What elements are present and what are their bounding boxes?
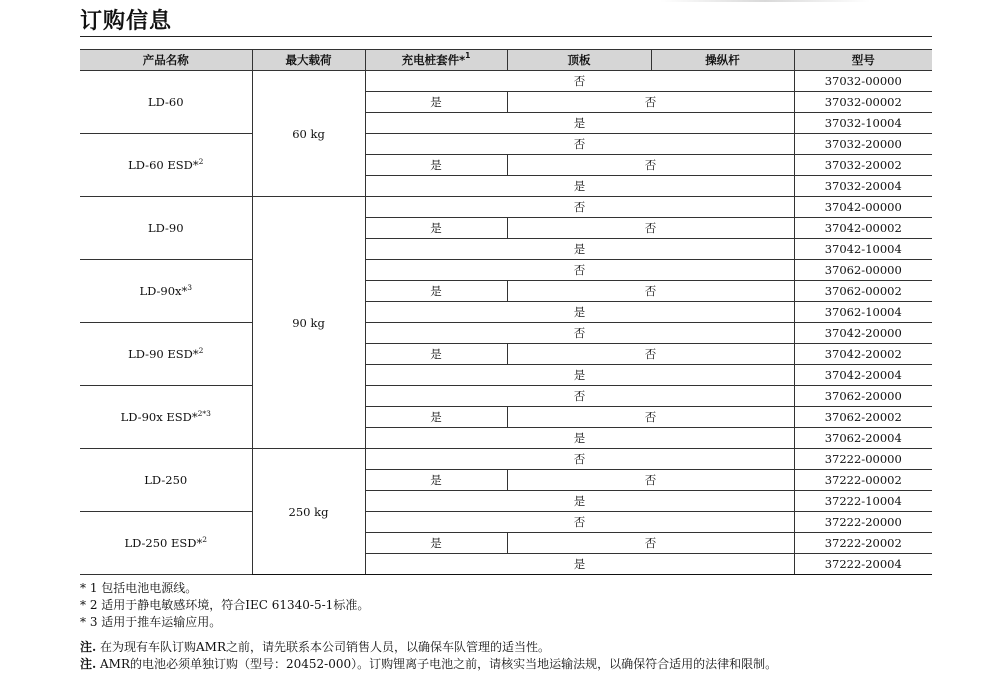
model-number-cell: 37042-20000 bbox=[794, 323, 932, 344]
table-row bbox=[80, 449, 932, 470]
footnote-3: * 3 适用于推车运输应用。 bbox=[80, 615, 222, 629]
footnotes bbox=[80, 580, 777, 673]
product-name: LD-250 ESD* bbox=[124, 536, 203, 550]
charger-kit-yes-cell: 是 bbox=[365, 92, 507, 113]
product-name-cell bbox=[80, 512, 252, 575]
product-footnote-mark: 3 bbox=[187, 283, 193, 292]
table-row bbox=[80, 260, 932, 281]
top-plate-joystick-no-cell: 否 bbox=[507, 470, 794, 491]
product-footnote-mark: 2 bbox=[202, 535, 208, 544]
top-plate-joystick-no-cell: 否 bbox=[507, 344, 794, 365]
option-cell-all-yes: 是 bbox=[365, 554, 794, 575]
page-title: 订购信息 bbox=[80, 9, 173, 34]
model-number-cell: 37222-10004 bbox=[794, 491, 932, 512]
charger-kit-yes-cell: 是 bbox=[365, 470, 507, 491]
ordering-table bbox=[80, 49, 932, 575]
option-cell-all-no: 否 bbox=[365, 449, 794, 470]
product-name-cell bbox=[80, 323, 252, 386]
footnote-1: * 1 包括电池电源线。 bbox=[80, 581, 198, 595]
model-number-cell: 37042-00000 bbox=[794, 197, 932, 218]
product-name-cell bbox=[80, 71, 252, 134]
product-name-cell bbox=[80, 260, 252, 323]
charger-kit-yes-cell: 是 bbox=[365, 533, 507, 554]
model-number-cell: 37222-00002 bbox=[794, 470, 932, 491]
charger-kit-yes-cell: 是 bbox=[365, 407, 507, 428]
model-number-cell: 37062-20000 bbox=[794, 386, 932, 407]
title-underline bbox=[80, 36, 932, 37]
table-row bbox=[80, 512, 932, 533]
model-number-cell: 37062-20004 bbox=[794, 428, 932, 449]
product-name-cell bbox=[80, 197, 252, 260]
option-cell-all-yes: 是 bbox=[365, 176, 794, 197]
product-name: LD-90x ESD* bbox=[120, 410, 198, 424]
product-footnote-mark: 2*3 bbox=[197, 409, 211, 418]
model-number-cell: 37062-20002 bbox=[794, 407, 932, 428]
model-number-cell: 37222-20000 bbox=[794, 512, 932, 533]
max-load-cell: 60 kg bbox=[252, 71, 365, 197]
product-name: LD-250 bbox=[144, 473, 188, 487]
model-number-cell: 37032-10004 bbox=[794, 113, 932, 134]
model-number-cell: 37042-20004 bbox=[794, 365, 932, 386]
table-row bbox=[80, 197, 932, 218]
header-top-plate: 顶板 bbox=[507, 50, 651, 71]
product-name-cell bbox=[80, 449, 252, 512]
model-number-cell: 37042-20002 bbox=[794, 344, 932, 365]
option-cell-all-yes: 是 bbox=[365, 302, 794, 323]
model-number-cell: 37222-20002 bbox=[794, 533, 932, 554]
product-name: LD-90 bbox=[147, 221, 184, 235]
model-number-cell: 37032-00002 bbox=[794, 92, 932, 113]
charger-kit-yes-cell: 是 bbox=[365, 155, 507, 176]
option-cell-all-yes: 是 bbox=[365, 239, 794, 260]
header-model: 型号 bbox=[794, 50, 932, 71]
option-cell-all-yes: 是 bbox=[365, 491, 794, 512]
top-plate-joystick-no-cell: 否 bbox=[507, 533, 794, 554]
product-name: LD-60 bbox=[147, 95, 184, 109]
product-name-cell bbox=[80, 386, 252, 449]
option-cell-all-yes: 是 bbox=[365, 365, 794, 386]
top-plate-joystick-no-cell: 否 bbox=[507, 155, 794, 176]
option-cell-all-no: 否 bbox=[365, 260, 794, 281]
model-number-cell: 37222-00000 bbox=[794, 449, 932, 470]
product-footnote-mark: 2 bbox=[198, 157, 204, 166]
option-cell-all-no: 否 bbox=[365, 71, 794, 92]
option-cell-all-no: 否 bbox=[365, 512, 794, 533]
table-body bbox=[80, 71, 932, 575]
model-number-cell: 37042-10004 bbox=[794, 239, 932, 260]
note-1: 注. 在为现有车队订购AMR之前，请先联系本公司销售人员，以确保车队管理的适当性。 bbox=[80, 640, 550, 654]
table-header-row bbox=[80, 50, 932, 71]
product-name-cell bbox=[80, 134, 252, 197]
option-cell-all-no: 否 bbox=[365, 386, 794, 407]
footnote-2: * 2 适用于静电敏感环境，符合IEC 61340-5-1标准。 bbox=[80, 598, 370, 612]
header-joystick: 操纵杆 bbox=[651, 50, 794, 71]
model-number-cell: 37032-20002 bbox=[794, 155, 932, 176]
model-number-cell: 37042-00002 bbox=[794, 218, 932, 239]
option-cell-all-no: 否 bbox=[365, 134, 794, 155]
table-row bbox=[80, 323, 932, 344]
header-max-load: 最大载荷 bbox=[252, 50, 365, 71]
note-2: 注. AMR的电池必须单独订购（型号：20452-000）。订购锂离子电池之前，请核实当地运输法规，以确保符合适用的法律和限制。 bbox=[80, 657, 778, 671]
product-name: LD-90x* bbox=[139, 284, 188, 298]
charger-kit-yes-cell: 是 bbox=[365, 344, 507, 365]
charger-kit-yes-cell: 是 bbox=[365, 281, 507, 302]
top-plate-joystick-no-cell: 否 bbox=[507, 281, 794, 302]
table-row bbox=[80, 71, 932, 92]
model-number-cell: 37062-00000 bbox=[794, 260, 932, 281]
model-number-cell: 37032-20000 bbox=[794, 134, 932, 155]
model-number-cell: 37062-10004 bbox=[794, 302, 932, 323]
decorative-rule bbox=[660, 0, 870, 2]
product-name: LD-60 ESD* bbox=[128, 158, 199, 172]
table-row bbox=[80, 386, 932, 407]
charger-kit-yes-cell: 是 bbox=[365, 218, 507, 239]
product-footnote-mark: 2 bbox=[198, 346, 204, 355]
top-plate-joystick-no-cell: 否 bbox=[507, 218, 794, 239]
model-number-cell: 37222-20004 bbox=[794, 554, 932, 575]
max-load-cell: 90 kg bbox=[252, 197, 365, 449]
option-cell-all-no: 否 bbox=[365, 323, 794, 344]
top-plate-joystick-no-cell: 否 bbox=[507, 92, 794, 113]
option-cell-all-yes: 是 bbox=[365, 113, 794, 134]
product-name: LD-90 ESD* bbox=[128, 347, 199, 361]
model-number-cell: 37062-00002 bbox=[794, 281, 932, 302]
option-cell-all-no: 否 bbox=[365, 197, 794, 218]
option-cell-all-yes: 是 bbox=[365, 428, 794, 449]
header-charger-kit: 充电桩套件*$^1$ bbox=[365, 50, 507, 71]
table-row bbox=[80, 134, 932, 155]
max-load-cell: 250 kg bbox=[252, 449, 365, 575]
model-number-cell: 37032-20004 bbox=[794, 176, 932, 197]
top-plate-joystick-no-cell: 否 bbox=[507, 407, 794, 428]
model-number-cell: 37032-00000 bbox=[794, 71, 932, 92]
header-product-name: 产品名称 bbox=[80, 50, 252, 71]
